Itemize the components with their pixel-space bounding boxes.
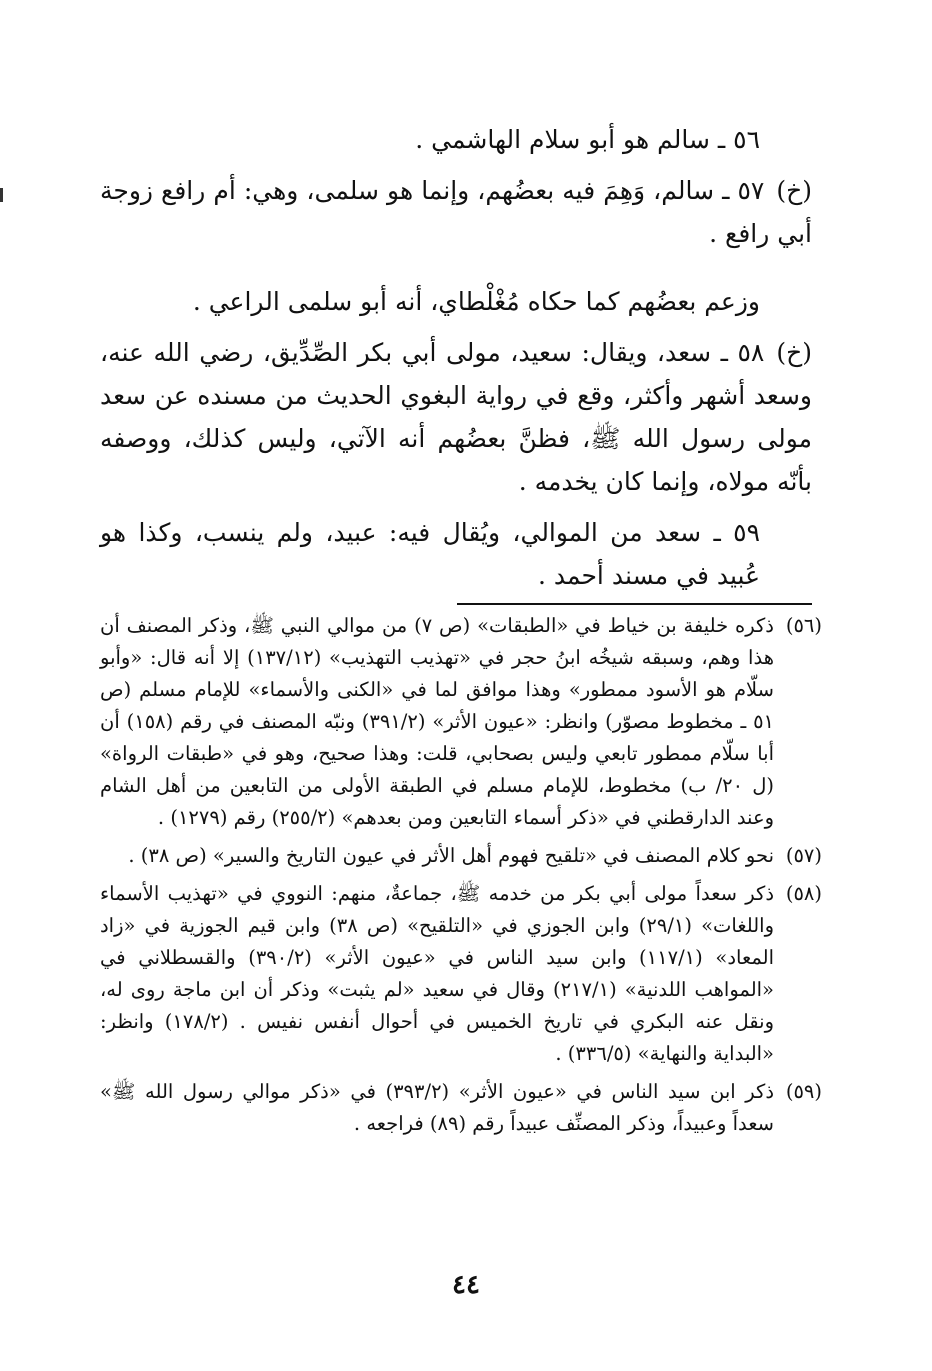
- footnote-56-text: ذكره خليفة بن خياط في «الطبقات» (ص ٧) من موالي النبي ﷺ، وذكر المصنف أن هذا وهم، وسبقه شيخُه ابنُ حجر في «تهذيب التهذيب» (١٣٧/١٢) إلا أنه قال: «وأبو سلّام هو الأسود ممطور» وهذا موافق لما في «الكنى والأسماء» للإمام مسلم (ص ٥١ ـ مخطوط مصوّر) وانظر: «عيون الأثر» (٣٩١/٢) ونبّه المصنف في رقم (١٥٨) أن أبا سلّام ممطور تابعي وليس بصحابي، قلت: وهذا صحيح، وهو في «طبقات الرواة» (ل ٢٠/ ب) مخطوط، للإمام مسلم في الطبقة الأولى من التابعين من أهل الشام وعند الدارقطني في «ذكر أسماء التابعين ومن بعدهم» (٢٥٥/٢) رقم (١٢٧٩) .: [100, 614, 775, 829]
- footnote-57: [100, 840, 822, 872]
- scan-edge-mark: [0, 188, 3, 202]
- entry-57-sub-text: وزعم بعضُهم كما حكاه مُغْلْطاي، أنه أبو سلمى الراعي .: [192, 287, 760, 316]
- footnote-58: [100, 878, 822, 1070]
- footnote-56-number: (٥٦): [785, 614, 822, 637]
- entry-56: [100, 118, 812, 161]
- footnote-59-number: (٥٩): [785, 1080, 822, 1103]
- footnote-58-text: ذكر سعداً مولى أبي بكر من خدمه ﷺ، جماعةٌ، منهم: النووي في «تهذيب الأسماء واللغات» (٢٩/١) وابن الجوزي في «التلقيح» (ص ٣٨) وابن قيم الجوزية في «زاد المعاد» (١١٧/١) وابن سيد الناس في «عيون الأثر» (٣٩٠/٢) والقسطلاني في «المواهب اللدنية» (٢١٧/١) وقال في سعيد «لم يثبت» وذكر أن ابن ماجة روى له، ونقل عنه البكري في تاريخ الخميس في أحوال أنفس نفيس . (١٧٨/٢) وانظر: «البداية والنهاية» (٣٣٦/٥) .: [100, 882, 774, 1065]
- main-text: [100, 118, 812, 605]
- entry-57: [100, 169, 812, 255]
- footnote-57-text: نحو كلام المصنف في «تلقيح فهوم أهل الأثر في عيون التاريخ والسير» (ص ٣٨) .: [128, 844, 774, 867]
- entry-58-text: ٥٨ ـ سعد، ويقال: سعيد، مولى أبي بكر الصِّدِّيق، رضي الله عنه، وسعد أشهر وأكثر، وقع في رواية البغوي الحديث من مسنده عن سعد مولى رسول الله ﷺ، فظنَّ بعضُهم أنه الآتي، وليس كذلك، ووصفه بأنّه مولاه، وإنما كان يخدمه .: [100, 338, 812, 496]
- footnote-57-number: (٥٧): [785, 844, 822, 867]
- footnote-59: [100, 1076, 822, 1140]
- footnote-58-number: (٥٨): [785, 882, 822, 905]
- entry-56-text: ٥٦ ـ سالم هو أبو سلام الهاشمي .: [415, 125, 760, 154]
- entry-59-text: ٥٩ ـ سعد من الموالي، ويُقال فيه: عبيد، ولم ينسب، وكذا هو عُبيد في مسند أحمد .: [100, 518, 760, 590]
- footnote-separator: [457, 603, 812, 605]
- entry-58-marker: (خ): [776, 338, 812, 367]
- footnote-59-text: ذكر ابن سيد الناس في «عيون الأثر» (٣٩٣/٢) في «ذكر موالي رسول الله ﷺ» سعداً وعبيداً، وذكر المصنِّف عبيداً رقم (٨٩) فراجعه .: [100, 1080, 774, 1135]
- entry-59: [100, 511, 812, 597]
- entry-58: [100, 331, 812, 503]
- footnotes: [100, 610, 822, 1146]
- entry-57-text: ٥٧ ـ سالم، وَهِمَ فيه بعضُهم، وإنما هو سلمى، وهي: أم رافع زوجة أبي رافع .: [100, 176, 812, 248]
- entry-57-marker: (خ): [776, 176, 812, 205]
- entry-57-note: [100, 280, 812, 323]
- footnote-56: [100, 610, 822, 834]
- page-number: ٤٤: [452, 1270, 480, 1300]
